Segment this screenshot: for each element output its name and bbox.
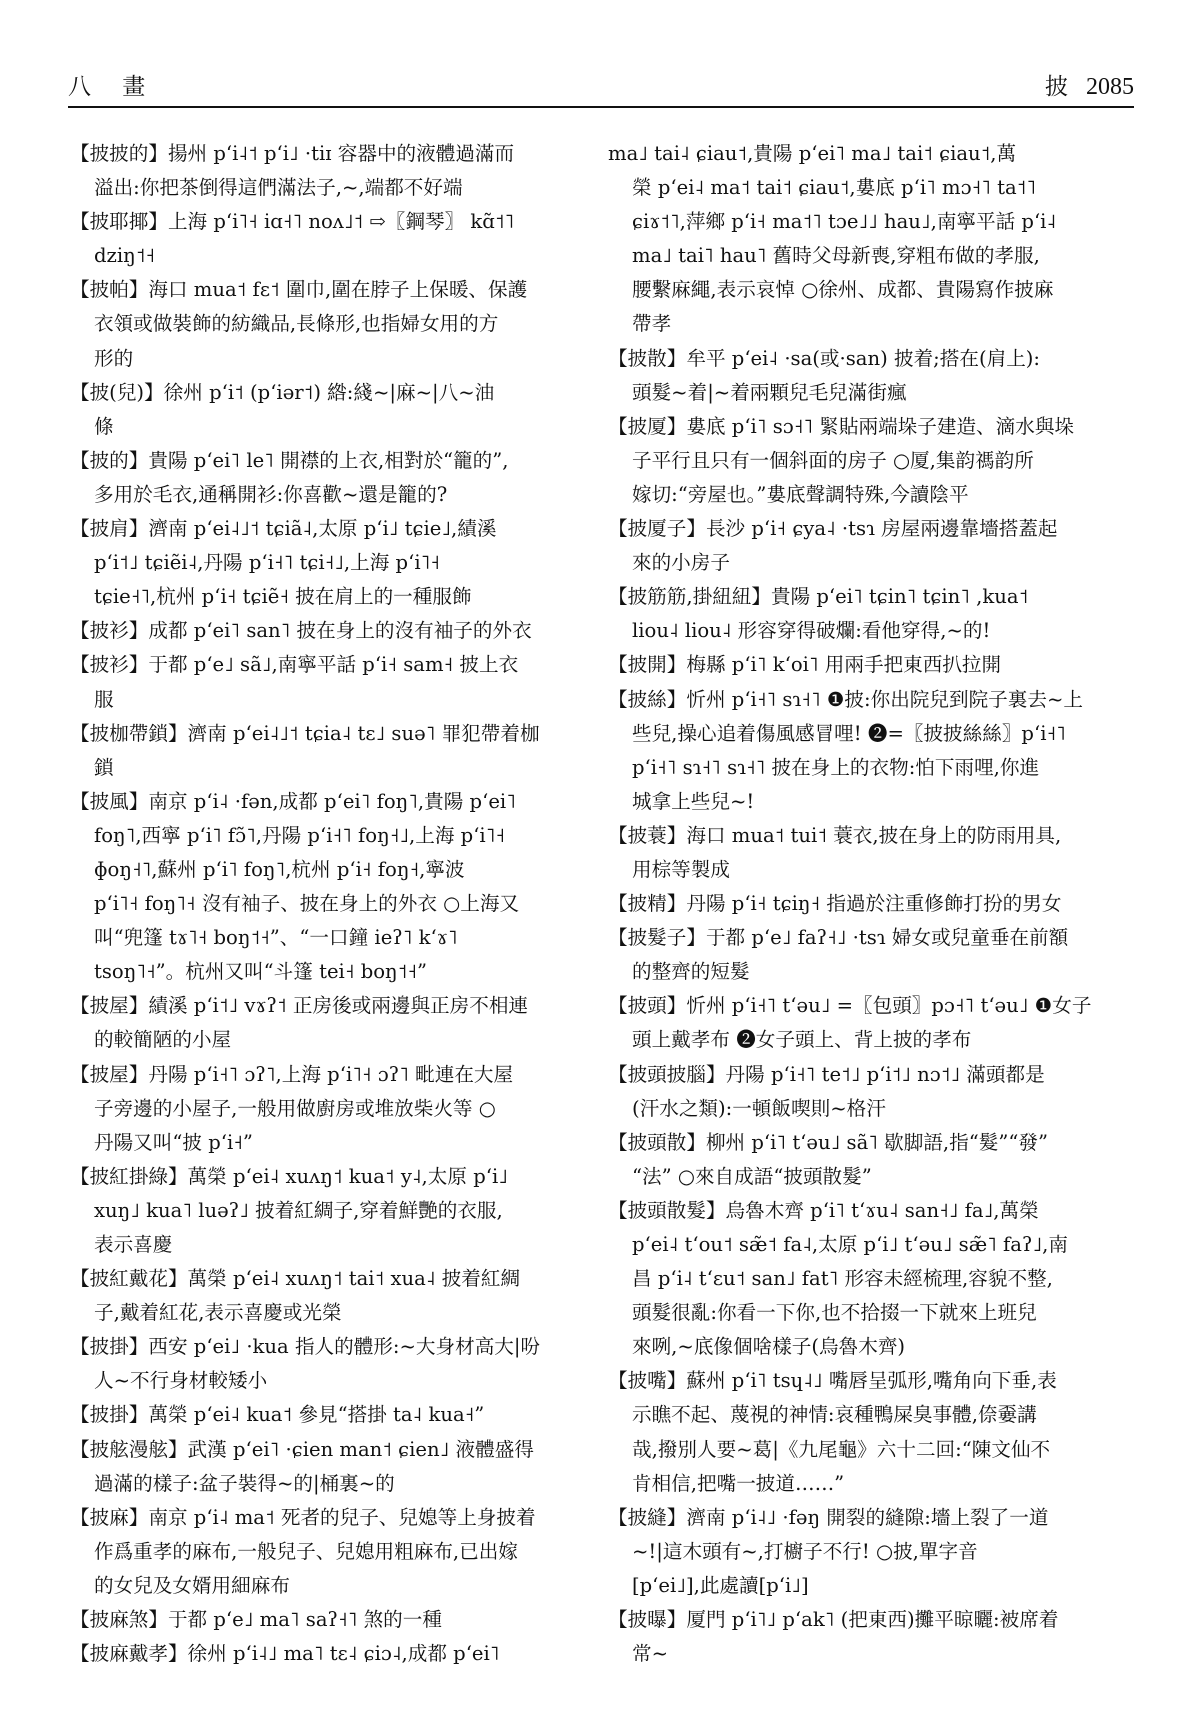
dictionary-entry: [70, 205, 596, 273]
entry-line: tɕie˧˥,杭州 pʻi˧ tɕiẽ˧ 披在肩上的一種服飾: [94, 585, 472, 609]
dictionary-entry: [70, 1398, 596, 1432]
entry-line: pʻi˦˩ tɕiẽi˨,丹陽 pʻi˧˥ tɕi˧˩,上海 pʻi˥˧: [94, 551, 440, 575]
dictionary-entry: [608, 683, 1134, 819]
entry-line: 榮 pʻei˨ ma˦ tai˦ ɕiau˦,婁底 pʻi˥ mɔ˧˥ ta˦˥: [632, 176, 1036, 200]
entry-line: 【披開】梅縣 pʻi˥ kʻoi˥ 用兩手把東西扒拉開: [608, 653, 1002, 677]
dictionary-entry: [70, 1330, 596, 1398]
entry-line: pʻi˧˥ sɿ˧˥ sɿ˧˥ 披在身上的衣物:怕下雨哩,你進: [632, 755, 1040, 779]
entry-line: 【披麻煞】于都 pʻe˩ ma˥ saʔ˧˥ 煞的一種: [70, 1608, 442, 1632]
entry-line: (汗水之類):一頓飯喫則~格汗: [632, 1096, 886, 1120]
dictionary-entry: [70, 444, 596, 512]
entry-line: 【披(兒)】徐州 pʻi˦ (pʻiər˦) 綹:綫~|麻~|八~油: [70, 380, 495, 404]
entry-line: 條: [94, 414, 114, 438]
section-title: 八 畫: [68, 74, 158, 100]
entry-line: 【披頭】忻州 pʻi˧˥ tʻəu˩ =〖包頭〗pɔ˧˥ tʻəu˩ ❶女子: [608, 994, 1092, 1018]
left-column: [70, 137, 596, 1671]
dictionary-entry: [608, 410, 1134, 512]
dictionary-entry: [70, 614, 596, 648]
entry-line: 鎖: [94, 755, 114, 779]
entry-line: 子平行且只有一個斜面的房子 ○厦,集韵禡韵所: [632, 448, 1034, 472]
entry-line: 頭上戴孝布 ❷女子頭上、背上披的孝布: [632, 1028, 972, 1052]
entry-line: 【披絲】忻州 pʻi˧˥ sɿ˧˥ ❶披:你出院兒到院子裏去~上: [608, 687, 1083, 711]
entry-line: 示瞧不起、蔑視的神情:哀種鴨屎臭事體,倷嫑講: [632, 1403, 1037, 1427]
entry-line: 【披耶揶】上海 pʻi˥˧ iɑ˧˥ noʌ˩˦ ⇨〖鋼琴〗 kɑ̃˦˥: [70, 210, 515, 234]
entry-line: 來咧,~底像個啥樣子(烏魯木齊): [632, 1335, 906, 1359]
dictionary-entry: [608, 580, 1134, 648]
dictionary-entry: [70, 717, 596, 785]
entry-line: “法” ○來自成語“披頭散髮”: [632, 1164, 872, 1188]
entry-line: ɸoŋ˧˥,蘇州 pʻi˥ foŋ˥,杭州 pʻi˧ foŋ˧,寧波: [94, 857, 465, 881]
entry-line: 肯相信,把嘴一披道……”: [632, 1471, 845, 1495]
entry-line: 【披肩】濟南 pʻei˨˩˦ tɕiã˨,太原 pʻi˩ tɕie˩,績溪: [70, 517, 497, 541]
entry-line: 【披頭散】柳州 pʻi˥ tʻəu˩ sã˥ 歇脚語,指“髮”“發”: [608, 1130, 1049, 1154]
entry-line: 哉,撥別人要~葛|《九尾龜》六十二回:“陳文仙不: [632, 1437, 1051, 1461]
entry-line: 【披髮子】于都 pʻe˩ faʔ˧˩ ·tsɿ 婦女或兒童垂在前額: [608, 926, 1069, 950]
dictionary-entry: [70, 648, 596, 716]
entry-line: 【披衫】于都 pʻe˩ sã˩,南寧平話 pʻi˧ sam˧ 披上衣: [70, 653, 519, 677]
entry-line: 【披麻戴孝】徐州 pʻi˨˩ ma˥ tɛ˨ ɕiɔ˨,成都 pʻei˥: [70, 1642, 500, 1666]
entry-line: tsoŋ˥˧”。杭州又叫“斗篷 tei˧ boŋ˦˧”: [94, 960, 428, 984]
entry-line: 些兒,操心追着傷風感冒哩! ❷=〖披披絲絲〗pʻi˧˥: [632, 721, 1066, 745]
dictionary-entry: [70, 785, 596, 990]
entry-line: 頭髮~着|~着兩顆兒毛兒滿街瘋: [632, 380, 907, 404]
dictionary-entry: [70, 1433, 596, 1501]
entry-line: ~!|這木頭有~,打櫥子不行! ○披,單字音: [632, 1539, 978, 1563]
entry-line: 【披屋】丹陽 pʻi˧˥ ɔʔ˥,上海 pʻi˥˧ ɔʔ˥ 毗連在大屋: [70, 1062, 514, 1086]
entry-line: 【披披的】揚州 pʻi˨˦ pʻi˩ ·tiɪ 容器中的液體過滿而: [70, 142, 515, 165]
entry-line: 人~不行身材較矮小: [94, 1369, 268, 1393]
dictionary-entry: [70, 1160, 596, 1262]
dictionary-entry: [608, 648, 1134, 682]
entry-line: 【披的】貴陽 pʻei˥ le˥ 開襟的上衣,相對於“籠的”,: [70, 448, 509, 472]
entry-line: 嫁切:“旁屋也。”婁底聲調特殊,今讀陰平: [632, 482, 969, 506]
dictionary-entry: [608, 819, 1134, 887]
entry-line: 【披縫】濟南 pʻi˨˩ ·fəŋ 開裂的縫隙:墻上裂了一道: [608, 1505, 1049, 1529]
page-header-right: [1045, 68, 1134, 101]
entry-line: 【披散】牟平 pʻei˨ ·sa(或·san) 披着;搭在(肩上):: [608, 346, 1041, 370]
entry-line: 【披紅戴花】萬榮 pʻei˨ xuʌŋ˦ tai˦ xua˨ 披着紅綢: [70, 1267, 521, 1291]
entry-line: foŋ˥,西寧 pʻi˥ fɔ̃˥,丹陽 pʻi˧˥ foŋ˧˩,上海 pʻi˥˧: [94, 823, 506, 847]
entry-line: 的較簡陋的小屋: [94, 1028, 232, 1052]
entry-line: 【披掛】萬榮 pʻei˨ kua˦ 參見“搭掛 ta˨ kua˧”: [70, 1403, 485, 1427]
dictionary-entry: [608, 137, 1134, 342]
entry-line: 形的: [94, 346, 134, 370]
entry-line: 來的小房子: [632, 551, 730, 575]
dictionary-entry: [608, 887, 1134, 921]
dictionary-entry: [608, 921, 1134, 989]
entry-line: 【披舷漫舷】武漢 pʻei˥ ·ɕien man˦ ɕien˩ 液體盛得: [70, 1437, 534, 1461]
dictionary-entry: [70, 137, 596, 205]
entry-line: 【披蓑】海口 mua˦ tui˦ 蓑衣,披在身上的防雨用具,: [608, 823, 1062, 847]
entry-line: 城拿上些兒~!: [632, 789, 755, 813]
entry-line: 溢出:你把茶倒得這們滿法子,~,端都不好端: [94, 176, 463, 200]
entry-line: 作爲重孝的麻布,一般兒子、兒媳用粗麻布,已出嫁: [94, 1539, 518, 1563]
dictionary-entry: [70, 1603, 596, 1637]
entry-line: 表示喜慶: [94, 1233, 173, 1256]
entry-line: 丹陽又叫“披 pʻi˧”: [94, 1130, 253, 1154]
dictionary-entry: [608, 1194, 1134, 1364]
entry-line: 【披紅掛綠】萬榮 pʻei˨ xuʌŋ˦ kua˦ y˨,太原 pʻi˩: [70, 1164, 508, 1188]
entry-line: 子旁邊的小屋子,一般用做廚房或堆放柴火等 ○: [94, 1096, 496, 1120]
entry-line: 用棕等製成: [632, 857, 730, 881]
entry-line: ma˩ tai˥ hau˥ 舊時父母新喪,穿粗布做的孝服,: [632, 244, 1040, 268]
entry-line: ɕiɤ˦˥,萍鄉 pʻi˧ ma˦˥ tɔe˩˩ hau˩,南寧平話 pʻi˨: [632, 210, 1057, 234]
entry-line: 【披頭散髮】烏魯木齊 pʻi˥ tʻɤu˨ san˧˩ fa˩,萬榮: [608, 1198, 1039, 1222]
entry-line: pʻi˥˧ foŋ˥˧ 沒有袖子、披在身上的外衣 ○上海又: [94, 892, 520, 916]
page-number: 2085: [1086, 74, 1134, 100]
entry-line: 【披屋】績溪 pʻi˦˩ vɤʔ˦ 正房後或兩邊與正房不相連: [70, 994, 529, 1018]
dictionary-entry: [70, 1058, 596, 1160]
running-headword: 披: [1045, 74, 1068, 100]
entry-line: 【披頭披腦】丹陽 pʻi˧˥ te˦˩ pʻi˦˩ nɔ˦˩ 滿頭都是: [608, 1062, 1045, 1086]
entry-line: liou˨ liou˨ 形容穿得破爛:看他穿得,~的!: [632, 619, 991, 643]
entry-line: 過滿的樣子:盆子裝得~的|桶裏~的: [94, 1471, 395, 1495]
entry-line: 【披厦】婁底 pʻi˥ sɔ˧˥ 緊貼兩端垛子建造、滴水與垛: [608, 414, 1075, 438]
dictionary-entry: [70, 376, 596, 444]
entry-line: 【披風】南京 pʻi˨ ·fən,成都 pʻei˥ foŋ˥,貴陽 pʻei˥: [70, 789, 516, 813]
entry-line: 【披掛】西安 pʻei˩ ·kua 指人的體形:~大身材高大|吩: [70, 1335, 541, 1359]
entry-line: 【披筋筋,掛紐紐】貴陽 pʻei˥ tɕin˥ tɕin˥ ,kua˦: [608, 585, 1029, 609]
dictionary-entry: [608, 1058, 1134, 1126]
entry-line: 頭髮很亂:你看一下你,也不拾掇一下就來上班兒: [632, 1301, 1037, 1325]
right-column: [608, 137, 1134, 1671]
entry-line: 腰繫麻繩,表示哀悼 ○徐州、成都、貴陽寫作披麻: [632, 278, 1054, 302]
entry-line: 子,戴着紅花,表示喜慶或光榮: [94, 1301, 342, 1325]
dictionary-entry: [70, 989, 596, 1057]
dictionary-entry: [608, 1603, 1134, 1671]
entry-line: 昌 pʻi˨ tʻɛu˦ san˩ fat˥ 形容未經梳理,容貌不整,: [632, 1267, 1053, 1291]
entry-line: 【披精】丹陽 pʻi˧ tɕiŋ˧ 指過於注重修飾打扮的男女: [608, 892, 1062, 916]
entry-line: 【披麻】南京 pʻi˨ ma˦ 死者的兒子、兒媳等上身披着: [70, 1505, 536, 1529]
entry-line: xuŋ˩ kua˥ luəʔ˩ 披着紅綢子,穿着鮮艷的衣服,: [94, 1198, 503, 1222]
entry-line: 【披衫】成都 pʻei˥ san˥ 披在身上的沒有袖子的外衣: [70, 619, 532, 643]
entry-line: 帶孝: [632, 312, 672, 336]
entry-line: 【披嘴】蘇州 pʻi˥ tsɥ˨˩ 嘴唇呈弧形,嘴角向下垂,表: [608, 1369, 1057, 1393]
entry-line: dziŋ˦˧: [94, 244, 156, 268]
page-header: [68, 62, 1134, 108]
dictionary-entry: [608, 1501, 1134, 1603]
entry-line: pʻei˨ tʻou˦ sæ̃˦ fa˨,太原 pʻi˩ tʻəu˩ sæ̃˥ faʔ˩,南: [632, 1233, 1068, 1256]
entry-line: 多用於毛衣,通稱開衫:你喜歡~還是籠的?: [94, 482, 448, 506]
dictionary-entry: [608, 512, 1134, 580]
dictionary-entry: [608, 1364, 1134, 1500]
entry-line: [pʻei˩],此處讀[pʻi˩]: [632, 1573, 809, 1597]
dictionary-entry: [70, 1501, 596, 1603]
entry-line: 服: [94, 687, 114, 711]
entry-line: 【披帕】海口 mua˦ fɛ˦ 圍巾,圍在脖子上保暖、保護: [70, 278, 528, 302]
entry-line: 【披枷帶鎖】濟南 pʻei˨˩˦ tɕia˨ tɛ˩ suə˥ 罪犯帶着枷: [70, 721, 540, 745]
dictionary-entry: [608, 1126, 1134, 1194]
dictionary-entry: [608, 342, 1134, 410]
entry-line: 叫“兜篷 tɤ˥˧ boŋ˦˧”、“一口鐘 ieʔ˥ kʻɤ˥: [94, 926, 458, 950]
entry-line: 的整齊的短髮: [632, 960, 750, 984]
dictionary-entry: [70, 1637, 596, 1671]
entry-line: 【披曝】厦門 pʻi˥˩ pʻak˥ (把東西)攤平晾曬:被席着: [608, 1608, 1059, 1632]
entry-line: 常~: [632, 1642, 669, 1666]
dictionary-entry: [70, 273, 596, 375]
entry-line: 衣領或做裝飾的紡織品,長條形,也指婦女用的方: [94, 312, 499, 336]
entry-line: 【披厦子】長沙 pʻi˧ ɕya˨ ·tsɿ 房屋兩邊靠墻搭蓋起: [608, 517, 1058, 541]
dictionary-entry: [70, 512, 596, 614]
entry-line: 的女兒及女婿用細麻布: [94, 1573, 290, 1597]
dictionary-entry: [608, 989, 1134, 1057]
dictionary-entry: [70, 1262, 596, 1330]
entry-line: ma˩ tai˨ ɕiau˦,貴陽 pʻei˥ ma˩ tai˦ ɕiau˦,萬: [608, 142, 1017, 165]
